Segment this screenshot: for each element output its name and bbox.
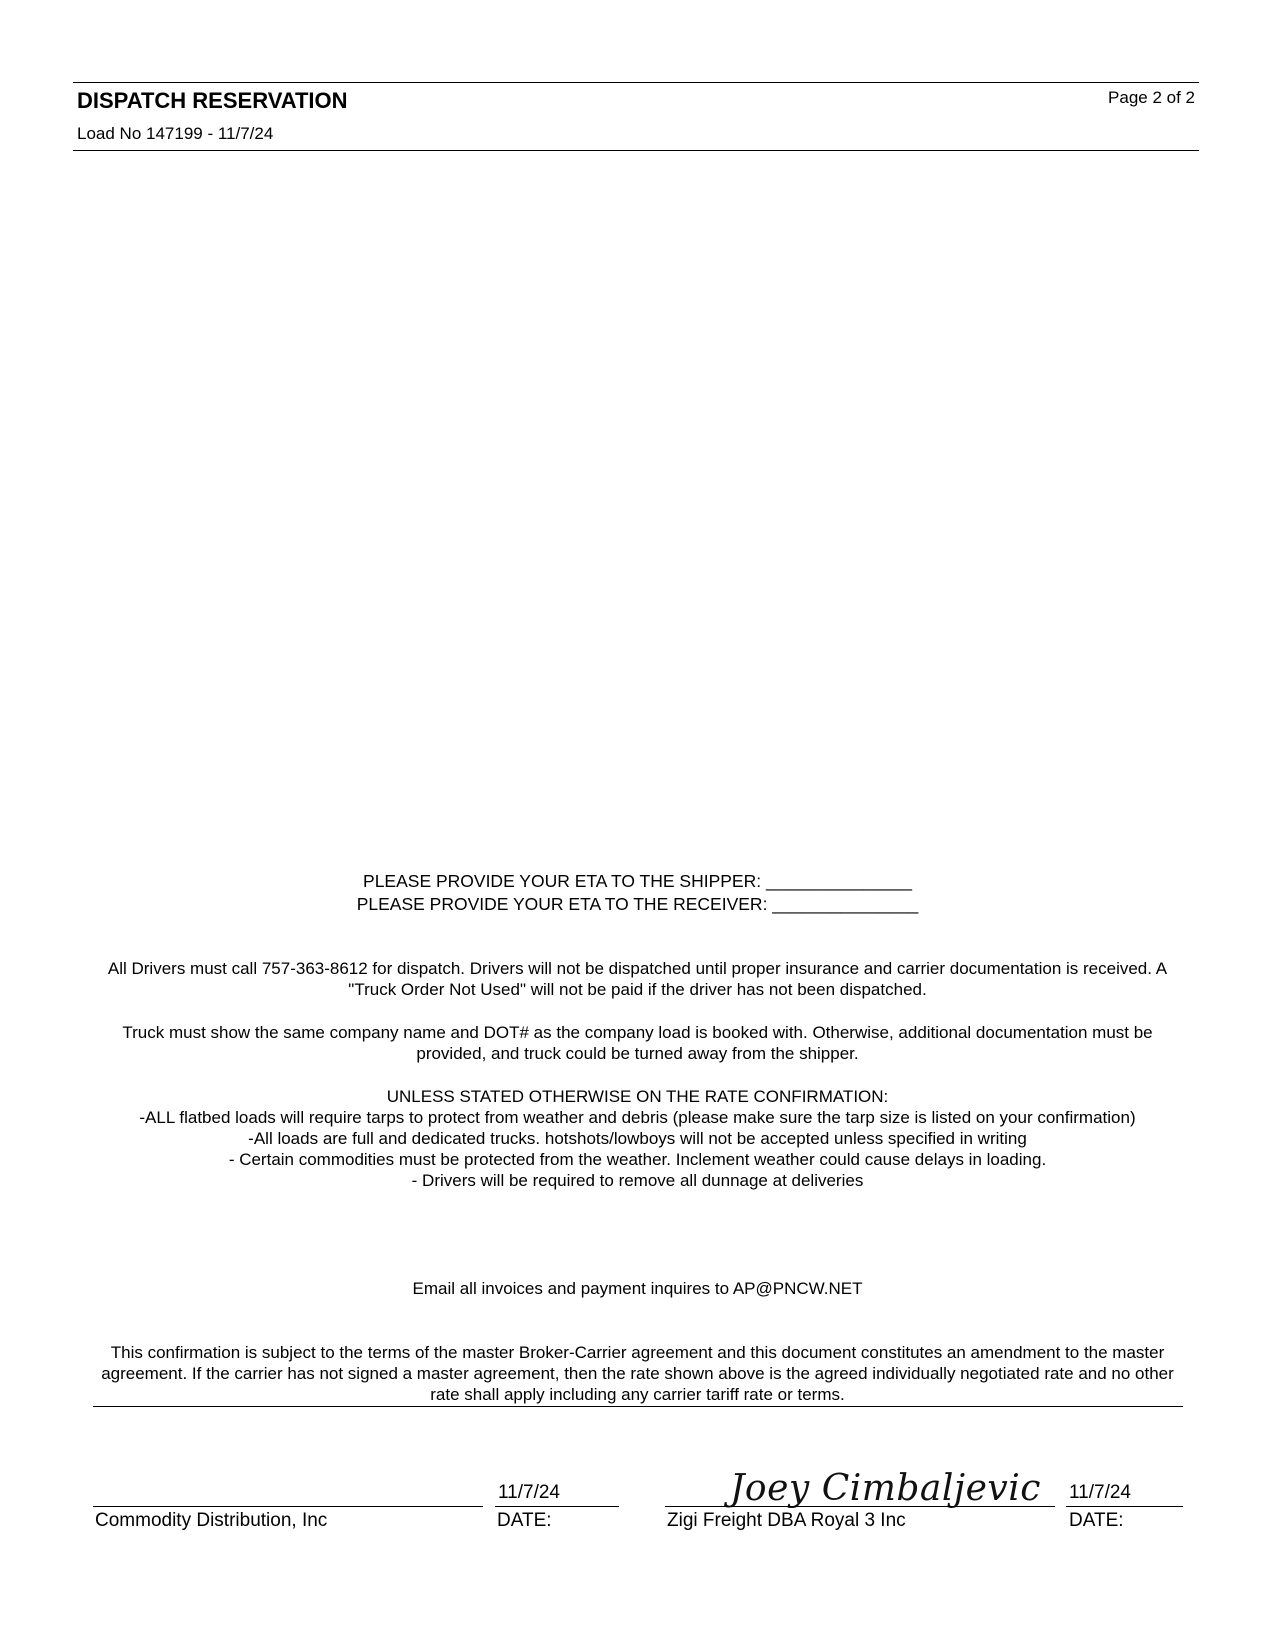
agreement-paragraph: This confirmation is subject to the terms of the master Broker-Carrier agreement and this document constitutes an amendment to the master agreement. If the carrier has not signed a master agreement, then the rate shown above is the agreed individually negotiated rate and no other rate shall apply including any carrier tariff rate or terms. bbox=[101, 1343, 1174, 1404]
carrier-date-value: 11/7/24 bbox=[1069, 1482, 1131, 1503]
page-indicator: Page 2 of 2 bbox=[1108, 88, 1195, 107]
rule-item: -ALL flatbed loads will require tarps to protect from weather and debris (please make sure the tarp size is listed on your confirmation) bbox=[139, 1108, 1136, 1127]
carrier-signature: Joey Cimbaljevic bbox=[730, 1468, 1041, 1509]
load-number: Load No 147199 - 11/7/24 bbox=[77, 124, 274, 143]
eta-shipper: PLEASE PROVIDE YOUR ETA TO THE SHIPPER: _______________ bbox=[363, 871, 912, 891]
rule-item: - Drivers will be required to remove all dunnage at deliveries bbox=[411, 1171, 864, 1190]
rule-item: - Certain commodities must be protected from the weather. Inclement weather could cause delays in loading. bbox=[228, 1150, 1047, 1169]
broker-signature-line bbox=[93, 1506, 483, 1507]
agreement-rule bbox=[93, 1406, 1183, 1407]
broker-date-value: 11/7/24 bbox=[498, 1482, 560, 1503]
eta-receiver: PLEASE PROVIDE YOUR ETA TO THE RECEIVER: _______________ bbox=[356, 894, 919, 914]
broker-name: Commodity Distribution, Inc bbox=[95, 1510, 328, 1531]
broker-date-line bbox=[495, 1506, 619, 1507]
rule-item: -All loads are full and dedicated trucks. hotshots/lowboys will not be accepted unless specified in writing bbox=[248, 1129, 1027, 1148]
carrier-date-line bbox=[1066, 1506, 1183, 1507]
email-instructions: Email all invoices and payment inquires to AP@PNCW.NET bbox=[412, 1279, 863, 1298]
document-title: DISPATCH RESERVATION bbox=[77, 88, 348, 113]
eta-section bbox=[95, 870, 1180, 916]
header-top-rule bbox=[73, 82, 1199, 83]
carrier-date-label: DATE: bbox=[1069, 1510, 1124, 1531]
carrier-name: Zigi Freight DBA Royal 3 Inc bbox=[667, 1510, 906, 1531]
rules-heading: UNLESS STATED OTHERWISE ON THE RATE CONFIRMATION: bbox=[386, 1087, 889, 1106]
broker-date-label: DATE: bbox=[497, 1510, 552, 1531]
carrier-signature-line bbox=[665, 1506, 1055, 1507]
header-bottom-rule bbox=[73, 150, 1199, 151]
truck-identity-paragraph: Truck must show the same company name and DOT# as the company load is booked with. Otherwise, additional documentation must be provided, and truck could be turned away from the shipper. bbox=[122, 1023, 1153, 1063]
rate-confirmation-rules bbox=[95, 1086, 1180, 1191]
dispatch-call-paragraph: All Drivers must call 757-363-8612 for dispatch. Drivers will not be dispatched until proper insurance and carrier documentation is received. A "Truck Order Not Used" will not be paid if the driver has not been dispatched. bbox=[107, 959, 1168, 999]
